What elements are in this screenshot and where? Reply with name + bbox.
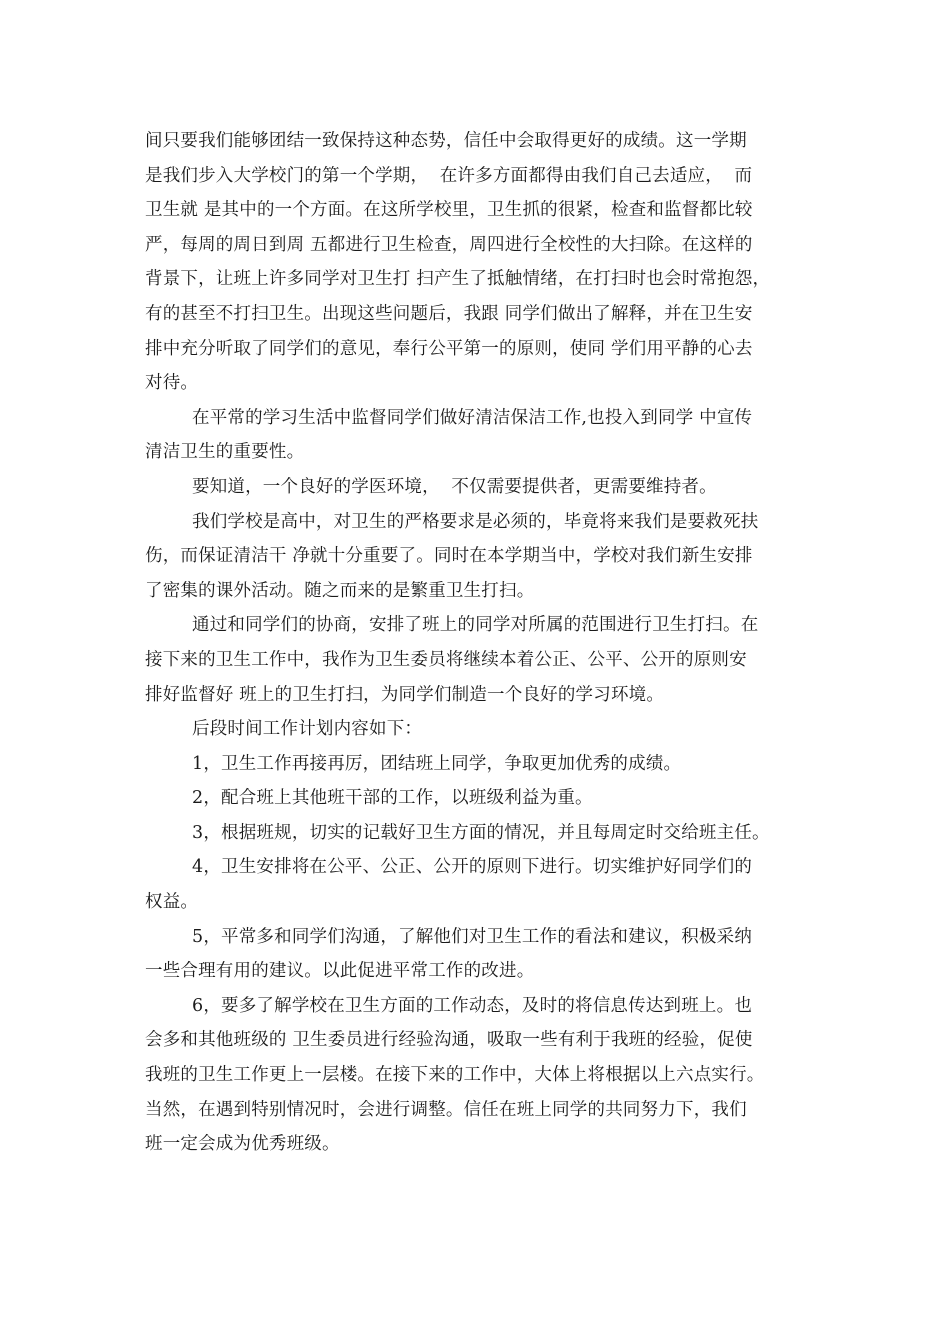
document-body xyxy=(145,124,825,1162)
list-item: 5，平常多和同学们沟通，了解他们对卫生工作的看法和建议，积极采纳 xyxy=(192,926,753,947)
text-line: 我班的卫生工作更上一层楼。在接下来的工作中，大体上将根据以上六点实行。 xyxy=(145,1065,765,1086)
text-line: 严，每周的周日到周 五都进行卫生检查，周四进行全校性的大扫除。在这样的 xyxy=(145,234,753,255)
text-line: 班一定会成为优秀班级。 xyxy=(145,1134,340,1155)
text-line: 我们学校是高中，对卫生的严格要求是必须的，毕竟将来我们是要救死扶 xyxy=(192,511,759,532)
text-line: 在平常的学习生活中监督同学们做好清洁保洁工作,也投入到同学 中宣传 xyxy=(192,407,753,428)
text-line: 清洁卫生的重要性。 xyxy=(145,442,305,463)
text-line: 了密集的课外活动。随之而来的是繁重卫生打扫。 xyxy=(145,580,535,601)
text-line: 是我们步入大学校门的第一个学期， 在许多方面都得由我们自己去适应， 而 xyxy=(145,165,753,186)
text-line: 权益。 xyxy=(145,892,199,913)
text-line: 背景下，让班上许多同学对卫生打 扫产生了抵触情绪，在打扫时也会时常抱怨， xyxy=(145,269,771,290)
text-line: 要知道，一个良好的学医环境， 不仅需要提供者，更需要维持者。 xyxy=(192,476,717,497)
list-item: 6，要多了解学校在卫生方面的工作动态，及时的将信息传达到班上。也 xyxy=(192,995,753,1016)
text-line: 排好监督好 班上的卫生打扫，为同学们制造一个良好的学习环境。 xyxy=(145,684,665,705)
text-line: 当然，在遇到特别情况时，会进行调整。信任在班上同学的共同努力下，我们 xyxy=(145,1099,747,1120)
text-line: 有的甚至不打扫卫生。出现这些问题后，我跟 同学们做出了解释，并在卫生安 xyxy=(145,303,753,324)
text-line: 接下来的卫生工作中，我作为卫生委员将继续本着公正、公平、公开的原则安 xyxy=(145,649,747,670)
text-line: 卫生就 是其中的一个方面。在这所学校里，卫生抓的很紧，检查和监督都比较 xyxy=(145,200,753,221)
text-line: 伤，而保证清洁干 净就十分重要了。同时在本学期当中，学校对我们新生安排 xyxy=(145,546,753,567)
text-line: 通过和同学们的协商，安排了班上的同学对所属的范围进行卫生打扫。在 xyxy=(192,615,759,636)
list-item: 2，配合班上其他班干部的工作，以班级利益为重。 xyxy=(192,788,593,809)
text-line: 间只要我们能够团结一致保持这种态势，信任中会取得更好的成绩。这一学期 xyxy=(145,131,747,151)
list-item: 1，卫生工作再接再厉，团结班上同学，争取更加优秀的成绩。 xyxy=(192,753,682,774)
list-item: 3，根据班规，切实的记载好卫生方面的情况，并且每周定时交给班主任。 xyxy=(192,822,770,843)
text-line: 后段时间工作计划内容如下： xyxy=(192,719,423,740)
text-line: 对待。 xyxy=(145,373,199,394)
text-line: 排中充分听取了同学们的意见，奉行公平第一的原则，使同 学们用平静的心去 xyxy=(145,338,753,359)
list-item: 4，卫生安排将在公平、公正、公开的原则下进行。切实维护好同学们的 xyxy=(192,857,753,878)
text-line: 一些合理有用的建议。以此促进平常工作的改进。 xyxy=(145,961,535,982)
text-line: 会多和其他班级的 卫生委员进行经验沟通，吸取一些有利于我班的经验，促使 xyxy=(145,1030,753,1051)
